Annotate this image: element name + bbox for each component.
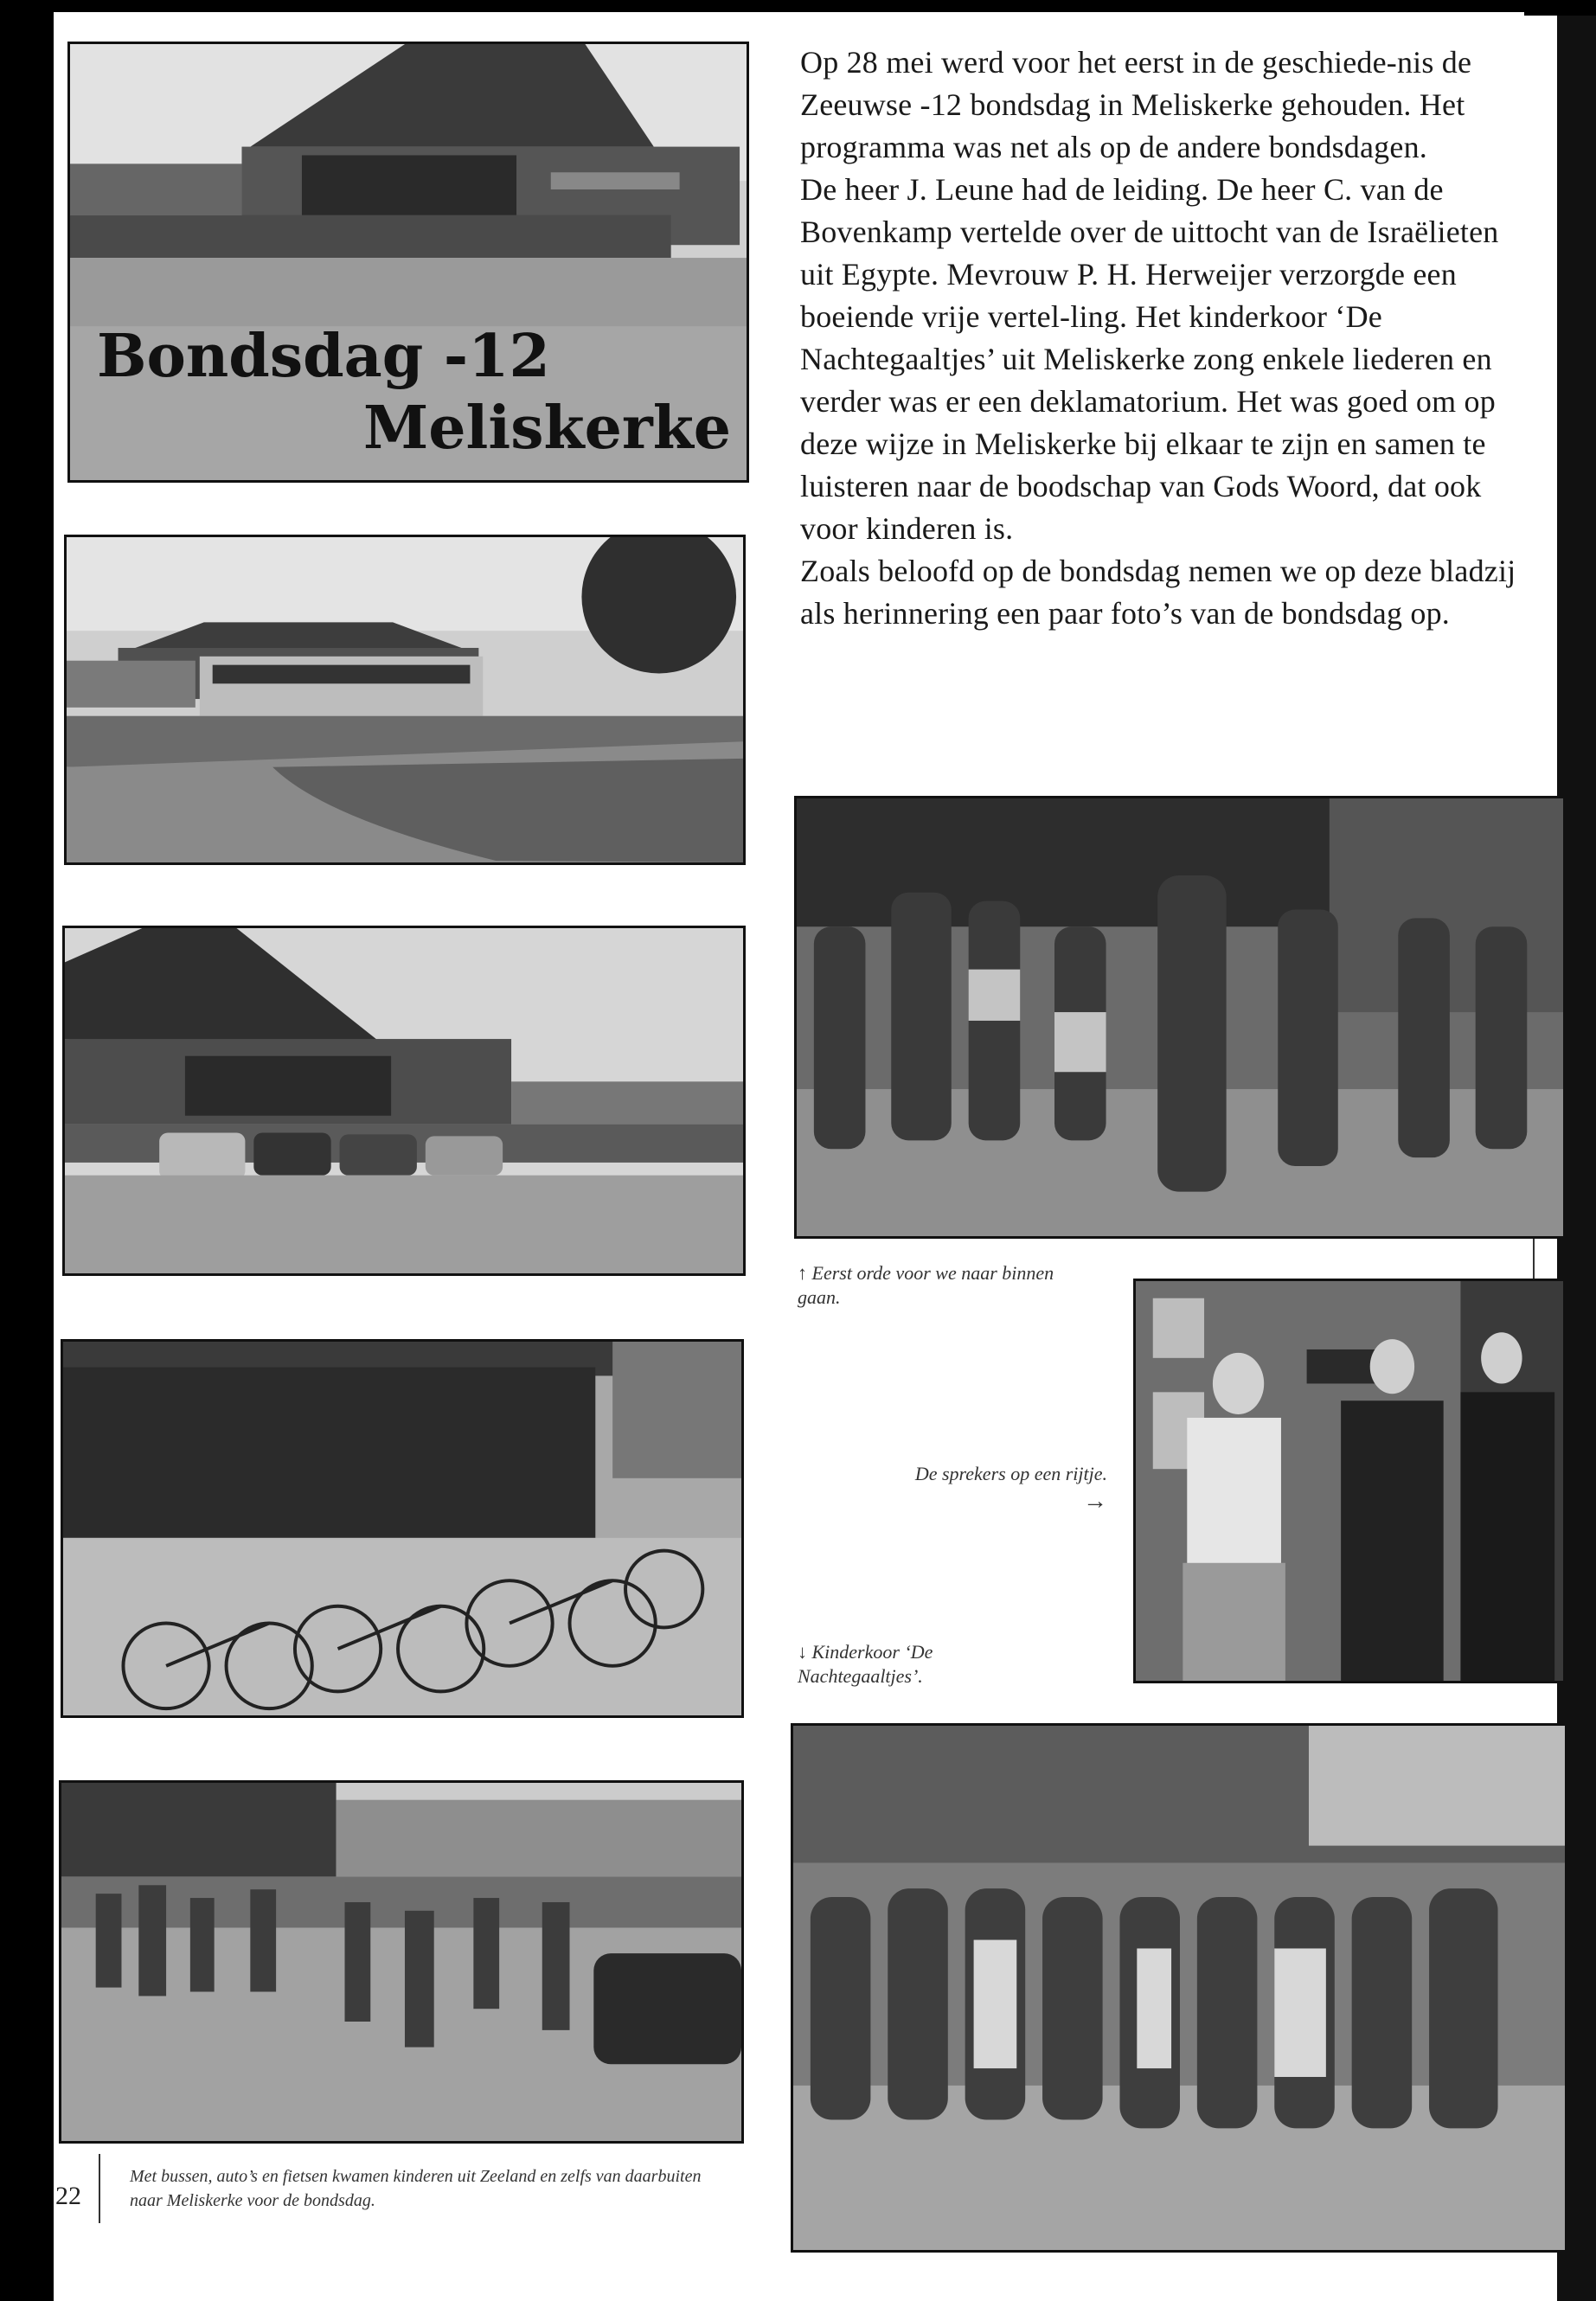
photo-speakers bbox=[1133, 1279, 1566, 1683]
speakers-photo-graphic bbox=[1136, 1281, 1563, 1681]
caption-speakers: De sprekers op een rijtje. bbox=[914, 1463, 1107, 1484]
choir-photo-graphic bbox=[793, 1726, 1565, 2250]
photo-church-cars bbox=[62, 926, 746, 1276]
caption-choir: ↓ Kinderkoor ‘De Nachtegaaltjes’. bbox=[798, 1641, 933, 1687]
photo-arrivals bbox=[59, 1780, 744, 2144]
photo-buses bbox=[64, 535, 746, 865]
queue-photo-graphic bbox=[797, 798, 1563, 1236]
photo-queue bbox=[794, 796, 1566, 1239]
bicycles-photo-graphic bbox=[63, 1342, 741, 1715]
cars-photo-graphic bbox=[65, 928, 743, 1273]
scan-edge-left bbox=[0, 0, 54, 2301]
caption-queue: ↑ Eerst orde voor we naar binnen gaan. bbox=[798, 1262, 1054, 1308]
caption-divider-line bbox=[99, 2154, 100, 2223]
scan-edge-top bbox=[0, 0, 1596, 12]
arrivals-photo-graphic bbox=[61, 1783, 741, 2141]
article-body bbox=[800, 42, 1518, 635]
article-paragraph-2: De heer J. Leune had de leiding. De heer C. van de Bovenkamp vertelde over de uittocht van de Israëlieten uit Egypte. Mevrouw P. H. Herweijer verzorgde een boeiende vrije vertel-ling. Het kinderkoor ‘De Nachtegaaltjes’ uit Meliskerke zong enkele liederen en verder was er een deklamatorium. Het was goed om op deze wijze in Meliskerke bij elkaar te zijn en samen te luisteren naar de boodschap van Gods Woord, dat ook voor kinderen is. bbox=[800, 172, 1499, 546]
article-title-line1: Bondsdag -12 bbox=[97, 322, 550, 391]
caption-speakers-arrow: → bbox=[1083, 1488, 1107, 1515]
caption-arrivals: Met bussen, auto’s en fietsen kwamen kinderen uit Zeeland en zelfs van daarbuiten naar Meliskerke voor de bondsdag. bbox=[130, 2167, 702, 2210]
buses-photo-graphic bbox=[67, 537, 743, 862]
photo-bicycles bbox=[61, 1339, 744, 1718]
article-title-line2: Meliskerke bbox=[363, 394, 732, 463]
photo-choir bbox=[791, 1723, 1567, 2253]
article-paragraph-1: Op 28 mei werd voor het eerst in de geschiede-nis de Zeeuwse -12 bondsdag in Meliskerke gehouden. Het programma was net als op de andere bondsdagen. bbox=[800, 45, 1472, 164]
article-paragraph-3: Zoals beloofd op de bondsdag nemen we op deze bladzij als herinnering een paar foto’s van de bondsdag op. bbox=[800, 554, 1516, 631]
page-number: 22 bbox=[55, 2182, 81, 2210]
column-divider-line bbox=[1533, 1239, 1535, 1279]
scan-edge-right bbox=[1524, 0, 1596, 16]
